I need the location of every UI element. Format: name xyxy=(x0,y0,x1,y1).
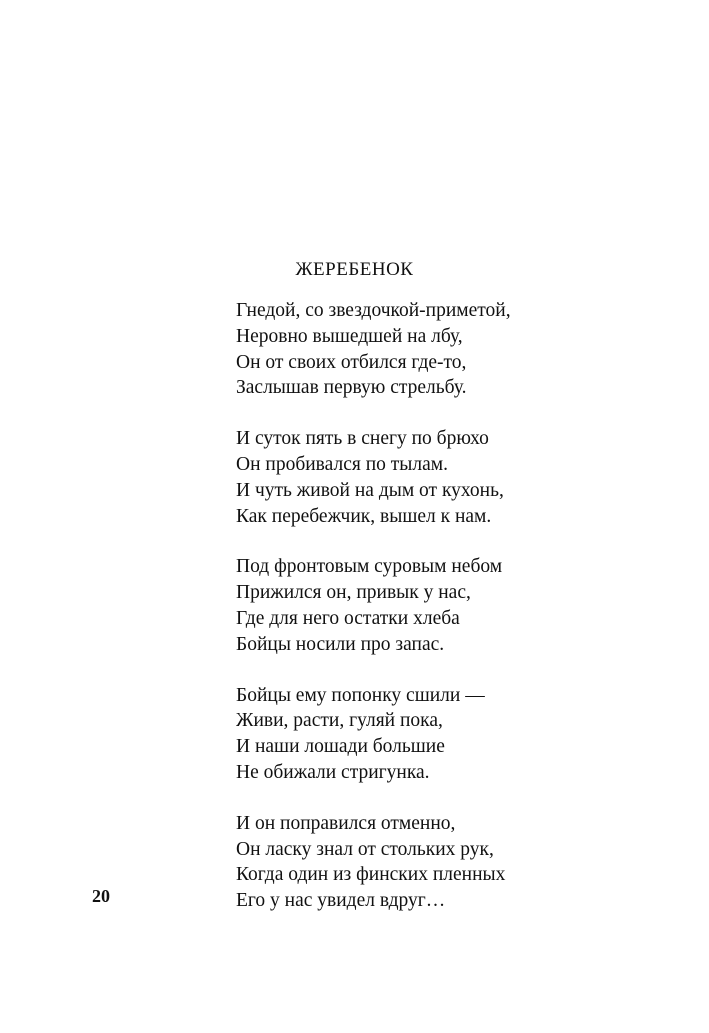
stanza-5 xyxy=(236,811,676,914)
stanza-3 xyxy=(236,554,676,657)
poem-line: Гнедой, со звездочкой-приметой, xyxy=(236,300,511,321)
poem-line: Бойцы ему попонку сшили — xyxy=(236,684,485,706)
poem-title: ЖЕРЕБЕНОК xyxy=(295,259,414,280)
poem-line: Он пробивался по тылам. xyxy=(236,453,448,475)
poem-line: И чуть живой на дым от кухонь, xyxy=(236,479,504,501)
poem-line: Неровно вышедшей на лбу, xyxy=(236,325,463,347)
poem-line: Когда один из финских пленных xyxy=(236,864,506,886)
poem-body xyxy=(236,298,676,939)
poem-line: Прижился он, привык у нас, xyxy=(236,582,471,604)
page-number: 20 xyxy=(92,886,110,906)
poem-line: Он ласку знал от стольких рук, xyxy=(236,838,494,860)
poem-line: Под фронтовым суровым небом xyxy=(236,556,503,578)
poem-line: Не обижали стригунка. xyxy=(236,761,430,783)
poem-line: И он поправился отменно, xyxy=(236,812,456,834)
stanza-1 xyxy=(236,298,676,401)
poem-line: Он от своих отбился где-то, xyxy=(236,351,467,373)
stanza-4 xyxy=(236,683,676,786)
poem-line: Как перебежчик, вышел к нам. xyxy=(236,505,492,527)
stanza-2 xyxy=(236,426,676,529)
poem-line: Живи, расти, гуляй пока, xyxy=(236,710,443,732)
poem-line: Его у нас увидел вдруг… xyxy=(236,890,446,912)
poem-line: Заслышав первую стрельбу. xyxy=(236,377,467,399)
poem-line: Где для него остатки хлеба xyxy=(236,607,460,629)
poem-line: Бойцы носили про запас. xyxy=(236,633,445,655)
poem-line: И суток пять в снегу по брюхо xyxy=(236,428,489,450)
poem-line: И наши лошади большие xyxy=(236,736,445,758)
